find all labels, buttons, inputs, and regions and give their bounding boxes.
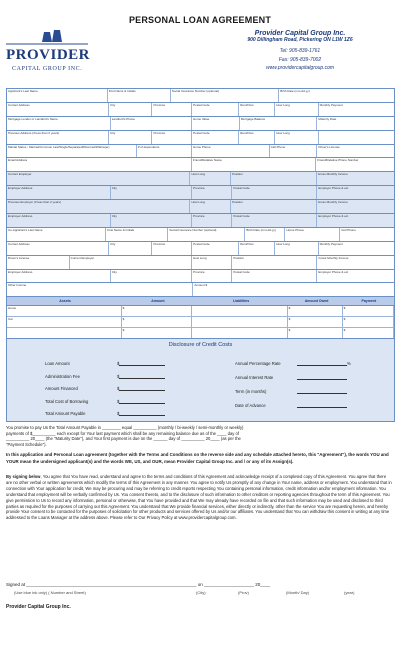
promise-line-1: You promise to pay Us the Total Amount Payable in ________ equal __________ (monthly / bi-weekly / semi-monthly or weekly) [6, 425, 244, 430]
form-field[interactable]: Other Income [7, 283, 193, 296]
form-row [7, 200, 394, 214]
form-field[interactable]: City [109, 103, 152, 116]
form-row [7, 131, 394, 145]
form-field[interactable]: How Long [275, 131, 318, 144]
assets-header-cell: Amount [151, 299, 165, 304]
form-field[interactable]: How Long [192, 256, 232, 269]
form-field[interactable]: City [109, 131, 152, 144]
assets-cell[interactable]: $ [343, 317, 394, 327]
form-field[interactable]: Employer Address [7, 214, 111, 227]
company-address: 900 Dillingham Road, Pickering ON L1W 1Z6 [247, 37, 353, 43]
form-field[interactable]: Gross Monthly Income [317, 200, 348, 205]
form-field[interactable]: Province [192, 214, 232, 227]
company-web: www.providercapitalgroup.com [265, 65, 335, 71]
form-field[interactable]: Postal Code [232, 214, 317, 227]
form-field[interactable]: Current Address [7, 103, 109, 116]
form-field[interactable]: Landlord's Phone [111, 117, 192, 130]
form-field[interactable]: Co-Applicant's Last Name [7, 228, 106, 241]
signing-terms [6, 474, 393, 521]
cost-field-left[interactable]: Loan Amount $ [45, 361, 165, 366]
form-field[interactable]: Monthly Payment [319, 102, 343, 107]
form-field[interactable]: Home Phone [285, 228, 340, 241]
assets-header [7, 297, 394, 306]
form-field[interactable] [319, 131, 394, 144]
form-field[interactable]: Province [152, 242, 192, 255]
cost-field-left[interactable]: Total Cost of Borrowing $ [45, 399, 165, 404]
form-row [7, 186, 394, 200]
cost-field-left[interactable]: Total Amount Payable $ [45, 411, 165, 416]
cost-field-right[interactable]: Annual Percentage Rate % [235, 361, 351, 366]
cost-field-left[interactable]: Amount Financed $ [45, 386, 165, 391]
signing-text: , You agree that You have read, understand and agree to the terms and conditions of this Agreement and acknowledge receipt of a completed copy of this Agreement. You agree that there are no other verbal or written agreements which modify the terms of this Agreement in any manner. You agree to notify Us promptly of any change in Your name, address or employment. You understand that in connection with Your application for credit, We may be procuring and may be referring to credit reports respecting You containing personal information, credit information and/or employment information. You understand that employment will be verbally confirmed by Us. You consent thereto, and to the disclosure of such information to other creditors or reporting agencies throughout the term of this Agreement. You give permission to Us to record any information, personal or otherwise, that You have provided and that We may already have recorded on file and that such information may be used and disclosed to third parties as required for the purposes of carrying out this Agreement. You understand that We provide financial services, either directly or indirectly, other than the service You are requesting herein, and hereby provide Your consent to be contacted for the purposes of solicitation for other products and services offered by Us and/or our affiliates. You understand that You can withdraw this consent in writing at any time addressed to the Loans Manager at the address above. Please refer to Our Privacy Policy at www.providercapitalgroup.com. [6, 474, 392, 521]
form-field[interactable]: Cell Phone [270, 145, 318, 158]
assets-row [7, 317, 394, 328]
form-field[interactable]: Previous Employer (if less than 2 years) [7, 200, 190, 213]
application-form [6, 88, 395, 340]
form-field[interactable]: Rent/Own [239, 242, 275, 255]
promise-line-3: __________ 20____ (the "Maturity Date"), and Your first payment is due on the ______ day of __________ 20____ (as per the [6, 436, 241, 442]
definitions-notice: In this application and Personal Loan agreement (together with the Terms and Conditions on the reverse side and any schedule attached hereto, this "Agreement"), the words YOU and YOUR mean the undersigned applicant(s) and the words WE, US, and OUR, mean Provider Capital Group Inc. and / or any of its Assign(s). [6, 452, 389, 464]
form-field[interactable]: Current Employer [70, 256, 192, 269]
cost-field-right[interactable]: Annual Interest Rate [235, 375, 347, 380]
company-tel: Tel: 905-839-1761 [279, 48, 321, 54]
promise-line-2: payments of $__________ each except for Your last payment which shall be any remaining balance due as of the ____ day of [6, 430, 240, 436]
form-row [7, 117, 394, 131]
assets-cell[interactable]: Home [7, 306, 122, 316]
cost-field-left[interactable]: Administration Fee $ [45, 374, 165, 379]
assets-header-cell: Amount Owed [304, 299, 329, 304]
form-field[interactable]: Postal Code [192, 131, 239, 144]
form-row [7, 270, 394, 284]
signature-label: (Month/ Day) [286, 590, 310, 595]
form-field[interactable]: Employer Phone & ext [318, 269, 349, 274]
assets-cell[interactable]: $ [288, 328, 343, 338]
form-field[interactable]: Marital Status - Married/Common Law/Single/Separated/Divorced/Widow(er) [7, 145, 137, 158]
form-row [7, 228, 394, 242]
form-field[interactable]: Mortgage Balance [240, 117, 318, 130]
assets-header-cell: Liabilities [233, 299, 250, 304]
form-field[interactable]: Birth Date (mm-dd-yy) [280, 89, 310, 93]
form-row [7, 214, 394, 228]
signature-label: (City) [196, 590, 206, 595]
form-row [7, 242, 394, 256]
form-field[interactable]: Home Phone [192, 145, 270, 158]
form-field[interactable]: Applicant's Last Name [7, 89, 108, 102]
signature-label: (year) [344, 590, 355, 595]
payment-promise [6, 425, 393, 447]
form-field[interactable]: Maturity Date [318, 116, 337, 121]
credit-costs-title: Disclosure of Credit Costs [168, 342, 233, 348]
page-title: PERSONAL LOAN AGREEMENT [128, 15, 272, 25]
form-row [7, 145, 394, 159]
form-field[interactable]: Amount $ [194, 283, 208, 288]
form-field[interactable]: City [111, 186, 192, 199]
form-row [7, 256, 394, 270]
form-field[interactable]: Social Insurance Number (optional) [171, 89, 279, 102]
form-field[interactable]: Email Address [7, 158, 192, 171]
form-field[interactable]: Cell Phone [341, 227, 356, 232]
form-field[interactable]: City [111, 270, 192, 283]
form-field[interactable]: How Long [275, 103, 318, 116]
assets-cell[interactable] [7, 328, 122, 338]
form-field[interactable]: Gross Monthly Income [317, 172, 348, 177]
form-row [7, 172, 394, 186]
form-field[interactable]: Postal Code [232, 270, 317, 283]
form-field[interactable]: Rent/Own [239, 131, 275, 144]
form-field[interactable]: Birth Date (mm-dd-yy) [245, 228, 285, 241]
form-field[interactable]: Position [231, 200, 317, 213]
logo-subtitle: CAPITAL GROUP INC. [12, 66, 83, 72]
signature-line[interactable]: Signed at ____________________________________________________________________ on ____________________ 20____ [6, 582, 271, 587]
form-field[interactable]: City [111, 214, 192, 227]
assets-header-cell: Assets [59, 299, 71, 304]
form-field[interactable]: How Long [190, 172, 231, 185]
company-name: Provider Capital Group Inc. [254, 30, 346, 37]
assets-row [7, 306, 394, 317]
form-field[interactable]: Postal Code [192, 242, 239, 255]
form-field[interactable]: First Name & Initials [106, 228, 168, 241]
form-row [7, 89, 394, 103]
form-field[interactable]: Mortgage Lender or Landlord's Name [7, 117, 111, 130]
form-field[interactable]: Previous Address (if less than 2 years) [7, 131, 109, 144]
form-field[interactable]: Gross Monthly Income [318, 255, 349, 260]
form-field[interactable]: Employer Address [7, 186, 111, 199]
form-field[interactable]: Driver's License [7, 256, 70, 269]
form-field[interactable]: Current Address [7, 242, 109, 255]
assets-cell[interactable]: $ [122, 306, 192, 316]
form-field[interactable]: How Long [190, 200, 231, 213]
form-field[interactable]: Employer Address [7, 270, 111, 283]
assets-cell[interactable]: $ [288, 306, 343, 316]
form-field[interactable]: Province [192, 270, 232, 283]
signing-lead: By signing below [6, 474, 41, 479]
assets-header-cell: Payment [361, 299, 377, 304]
footer-company: Provider Capital Group Inc. [6, 604, 71, 610]
form-field[interactable]: First Name & Initials [108, 89, 171, 102]
form-row [7, 283, 394, 297]
form-field[interactable]: Province [192, 186, 232, 199]
form-field[interactable]: Driver's License [318, 144, 340, 149]
promise-line-4: "Payment Schedule"). [6, 441, 47, 447]
form-row [7, 103, 394, 117]
form-field[interactable]: Postal Code [192, 103, 239, 116]
assets-cell[interactable] [192, 328, 288, 338]
form-field[interactable]: Position [232, 256, 317, 269]
signature-label: (Prov) [238, 590, 249, 595]
form-field[interactable]: Friend/Relative Phone Number [317, 158, 359, 163]
credit-costs-box [6, 338, 395, 422]
form-field[interactable]: Rent/Own [239, 103, 275, 116]
form-field[interactable]: Position [231, 172, 317, 185]
company-logo [6, 30, 91, 80]
signature-label: (Use blue ink only) ( Number and Street) [14, 590, 86, 595]
logo-word: PROVIDER [6, 47, 91, 63]
assets-cell[interactable]: $ [288, 317, 343, 327]
assets-cell[interactable]: $ [122, 328, 192, 338]
cost-field-right[interactable]: Date of Advance [235, 403, 347, 408]
form-field[interactable]: Social Insurance Number (optional) [168, 228, 245, 241]
form-field[interactable]: How Long [275, 242, 318, 255]
form-field[interactable]: Postal Code [232, 186, 317, 199]
form-row [7, 158, 394, 172]
form-field[interactable]: Current Employer [7, 172, 190, 185]
form-field[interactable]: Province [152, 131, 192, 144]
company-fax: Fax: 905-839-7002 [278, 56, 322, 63]
assets-cell[interactable]: $ [122, 317, 192, 327]
assets-cell[interactable]: $ [343, 328, 394, 338]
form-field[interactable]: City [109, 242, 152, 255]
form-field[interactable]: Monthly Payment [319, 241, 343, 246]
form-field[interactable]: Employer Phone & ext [318, 186, 349, 191]
assets-cell[interactable] [192, 306, 288, 316]
assets-cell[interactable]: Car [7, 317, 122, 327]
logo-emblem-icon [6, 30, 88, 48]
form-field[interactable]: Home Value [192, 117, 240, 130]
assets-cell[interactable]: $ [343, 306, 394, 316]
cost-field-right[interactable]: Term (in months) [235, 389, 347, 394]
form-field[interactable]: Friend/Relative Name [192, 158, 316, 171]
form-field[interactable]: Province [152, 103, 192, 116]
assets-cell[interactable] [192, 317, 288, 327]
company-info [200, 30, 400, 73]
form-field[interactable]: Employer Phone & ext [318, 214, 349, 219]
form-field[interactable]: # of dependents [137, 145, 192, 158]
